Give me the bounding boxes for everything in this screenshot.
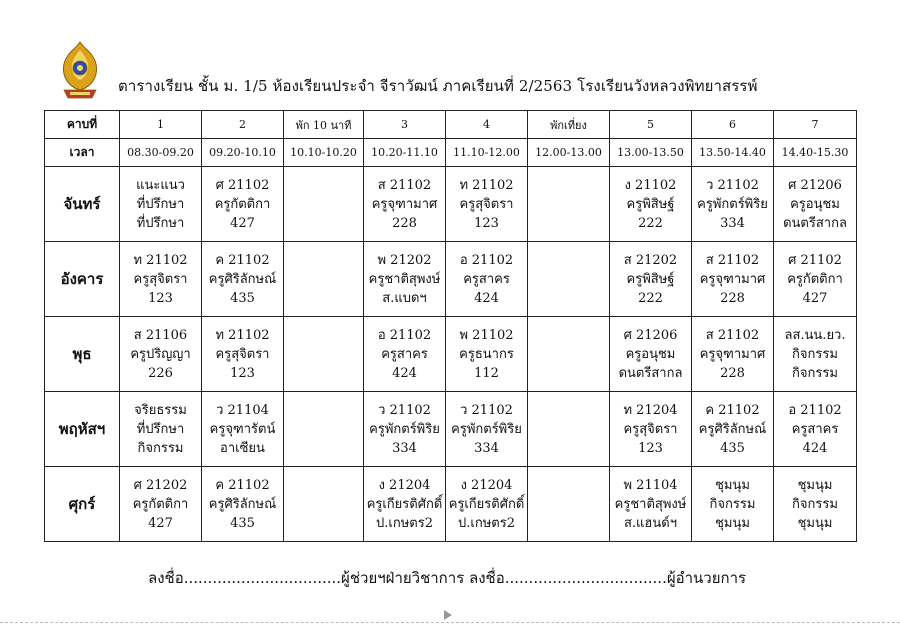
time-header: 12.00-13.00 (528, 139, 610, 167)
class-cell (120, 242, 202, 317)
teacher-name: ครูสาคร (791, 421, 839, 437)
subject-code: ศ 21206 (788, 177, 842, 193)
subject-code: ส 21106 (133, 327, 188, 343)
time-header: 13.50-14.40 (692, 139, 774, 167)
time-row (45, 139, 857, 167)
class-cell (610, 242, 692, 317)
class-cell (692, 167, 774, 242)
time-header: 10.10-10.20 (284, 139, 364, 167)
subject-code: แนะแนว (136, 177, 185, 193)
room-number: 334 (392, 440, 417, 456)
teacher-name: ครูพิสิษฐ์ (626, 196, 675, 212)
teacher-name: ครูจุฑามาศ (699, 346, 766, 362)
class-cell (364, 167, 446, 242)
teacher-name: ครูปริญญา (130, 346, 191, 362)
room-number: ชุมนุม (797, 515, 833, 531)
day-row (45, 392, 857, 467)
teacher-name: ครูชาติสุพงษ์ (614, 496, 687, 512)
page-title: ตารางเรียน ชั้น ม. 1/5 ห้องเรียนประจำ จีราวัฒน์ ภาคเรียนที่ 2/2563 โรงเรียนวังหลวงพิทยาสรรพ์ (118, 77, 758, 95)
subject-code: ท 21102 (133, 252, 188, 268)
room-number: 427 (230, 215, 255, 231)
class-cell (610, 317, 692, 392)
day-name: ศุกร์ (45, 467, 120, 542)
time-header: 14.40-15.30 (774, 139, 857, 167)
day-name: พุธ (45, 317, 120, 392)
teacher-name: ครูพักตร์พิริย (451, 421, 522, 437)
class-cell (202, 167, 284, 242)
subject-code: ง 21204 (460, 477, 513, 493)
subject-code: อ 21102 (788, 402, 842, 418)
subject-code: ค 21102 (215, 477, 270, 493)
day-name: จันทร์ (45, 167, 120, 242)
day-row (45, 242, 857, 317)
room-number: 112 (474, 365, 499, 381)
day-row (45, 317, 857, 392)
teacher-name: ครูศิริลักษณ์ (208, 271, 277, 287)
class-cell (692, 467, 774, 542)
teacher-name: ครูสุจิตรา (623, 421, 678, 437)
teacher-name: ครูจุฑามาศ (699, 271, 766, 287)
break-cell (528, 467, 610, 542)
subject-code: ง 21102 (624, 177, 677, 193)
time-header: 11.10-12.00 (446, 139, 528, 167)
period-header: 1 (120, 111, 202, 139)
subject-code: ชุมนุม (797, 477, 833, 493)
room-number: 222 (638, 215, 663, 231)
teacher-name: ครูสุจิตรา (459, 196, 514, 212)
subject-code: ค 21102 (705, 402, 760, 418)
class-cell (120, 467, 202, 542)
teacher-name: ครูศิริลักษณ์ (208, 496, 277, 512)
subject-code: ลส.นน.ยว. (784, 327, 846, 343)
subject-code: ง 21204 (378, 477, 431, 493)
subject-code: พ 21202 (377, 252, 432, 268)
day-row (45, 467, 857, 542)
room-number: 222 (638, 290, 663, 306)
class-cell (446, 467, 528, 542)
teacher-name: ครูจุฑารัตน์ (209, 421, 276, 437)
class-cell (446, 392, 528, 467)
teacher-name: ครูจุฑามาศ (371, 196, 438, 212)
period-header: 6 (692, 111, 774, 139)
teacher-name: ครูอนุชม (790, 196, 840, 212)
class-cell (446, 317, 528, 392)
room-number: 334 (474, 440, 499, 456)
class-cell (202, 242, 284, 317)
teacher-name: ครูพิสิษฐ์ (626, 271, 675, 287)
break-cell (284, 467, 364, 542)
class-cell (120, 317, 202, 392)
subject-code: ว 21102 (706, 177, 759, 193)
subject-code: ท 21204 (623, 402, 678, 418)
class-cell (364, 317, 446, 392)
subject-code: ท 21102 (459, 177, 514, 193)
teacher-name: กิจกรรม (792, 346, 838, 362)
teacher-name: กิจกรรม (709, 496, 756, 512)
break-cell (528, 392, 610, 467)
teacher-name: ครูสาคร (381, 346, 428, 362)
subject-code: ชุมนุม (715, 477, 750, 493)
room-number: อาเซียน (220, 440, 265, 456)
class-cell (692, 317, 774, 392)
class-cell (692, 242, 774, 317)
room-number: ที่ปรึกษา (136, 215, 185, 231)
subject-code: ศ 21206 (623, 327, 678, 343)
period-header: พัก 10 นาที (284, 111, 364, 139)
class-cell (692, 392, 774, 467)
school-emblem-icon (58, 40, 102, 102)
room-number: 228 (720, 365, 745, 381)
break-cell (284, 167, 364, 242)
subject-code: อ 21102 (377, 327, 432, 343)
period-header: 5 (610, 111, 692, 139)
room-number: กิจกรรม (792, 365, 838, 381)
class-cell (364, 467, 446, 542)
class-cell (202, 317, 284, 392)
teacher-name: ครูชาติสุพงษ์ (368, 271, 441, 287)
room-number: 424 (474, 290, 499, 306)
class-cell (774, 392, 857, 467)
room-number: ดนตรีสากล (783, 215, 847, 231)
break-cell (528, 167, 610, 242)
room-number: 123 (638, 440, 663, 456)
room-number: 334 (720, 215, 745, 231)
room-number: ส.แบดฯ (382, 290, 427, 306)
break-cell (528, 317, 610, 392)
teacher-name: ครูเกียรติศักดิ์ (448, 496, 525, 512)
subject-code: ศ 21202 (133, 477, 188, 493)
time-header: 13.00-13.50 (610, 139, 692, 167)
class-cell (774, 317, 857, 392)
break-cell (528, 242, 610, 317)
class-cell (364, 242, 446, 317)
subject-code: ส 21102 (705, 252, 760, 268)
room-number: ป.เกษตร2 (376, 515, 433, 531)
day-name: พฤหัสฯ (45, 392, 120, 467)
class-cell (120, 392, 202, 467)
teacher-name: ครูกัตติกา (132, 496, 189, 512)
room-number: ส.แฮนด์ฯ (623, 515, 677, 531)
teacher-name: ครูเกียรติศักดิ์ (366, 496, 443, 512)
teacher-name: ครูสุจิตรา (133, 271, 188, 287)
period-label: คาบที่ (45, 111, 120, 139)
teacher-name: ที่ปรึกษา (136, 196, 185, 212)
day-row (45, 167, 857, 242)
subject-code: พ 21102 (459, 327, 514, 343)
teacher-name: ครูกัตติกา (787, 271, 843, 287)
subject-code: พ 21104 (623, 477, 678, 493)
teacher-name: ครูสาคร (463, 271, 510, 287)
teacher-name: ที่ปรึกษา (136, 421, 185, 437)
room-number: 123 (230, 365, 255, 381)
class-cell (610, 392, 692, 467)
room-number: 435 (720, 440, 745, 456)
time-header: 08.30-09.20 (120, 139, 202, 167)
room-number: 228 (720, 290, 745, 306)
class-cell (202, 392, 284, 467)
period-header: 2 (202, 111, 284, 139)
class-cell (120, 167, 202, 242)
subject-code: ค 21102 (215, 252, 270, 268)
play-icon[interactable] (444, 610, 452, 620)
room-number: 424 (392, 365, 417, 381)
room-number: ดนตรีสากล (618, 365, 683, 381)
teacher-name: ครูธนากร (459, 346, 514, 362)
room-number: 123 (148, 290, 173, 306)
teacher-name: ครูพักตร์พิริย (369, 421, 440, 437)
room-number: 435 (230, 290, 255, 306)
subject-code: ส 21102 (705, 327, 760, 343)
room-number: ป.เกษตร2 (458, 515, 515, 531)
subject-code: ท 21102 (215, 327, 270, 343)
class-cell (446, 167, 528, 242)
period-header: พักเที่ยง (528, 111, 610, 139)
period-header: 7 (774, 111, 857, 139)
subject-code: ว 21102 (460, 402, 513, 418)
class-cell (610, 467, 692, 542)
class-cell (202, 467, 284, 542)
subject-code: จริยธรรม (134, 402, 187, 418)
period-header: 4 (446, 111, 528, 139)
signature-line: ลงชื่อ.................................ผู้ช่วยฯฝ่ายวิชาการ ลงชื่อ..................................ผู้อำนวยการ (148, 569, 747, 587)
class-cell (364, 392, 446, 467)
room-number: 226 (148, 365, 173, 381)
time-label: เวลา (45, 139, 120, 167)
teacher-name: ครูพักตร์พิริย (697, 196, 768, 212)
class-cell (446, 242, 528, 317)
period-header: 3 (364, 111, 446, 139)
subject-code: ว 21102 (378, 402, 431, 418)
room-number: 228 (392, 215, 417, 231)
room-number: กิจกรรม (137, 440, 184, 456)
time-header: 10.20-11.10 (364, 139, 446, 167)
subject-code: ส 21202 (623, 252, 678, 268)
subject-code: ศ 21102 (788, 252, 842, 268)
timetable (44, 110, 857, 542)
teacher-name: ครูอนุชม (625, 346, 676, 362)
class-cell (610, 167, 692, 242)
break-cell (284, 317, 364, 392)
room-number: 123 (474, 215, 499, 231)
room-number: 427 (148, 515, 173, 531)
break-cell (284, 242, 364, 317)
teacher-name: กิจกรรม (792, 496, 838, 512)
teacher-name: ครูศิริลักษณ์ (698, 421, 767, 437)
teacher-name: ครูกัตติกา (214, 196, 271, 212)
subject-code: ส 21102 (377, 177, 432, 193)
class-cell (774, 167, 857, 242)
class-cell (774, 467, 857, 542)
subject-code: ว 21104 (216, 402, 269, 418)
subject-code: ศ 21102 (215, 177, 270, 193)
time-header: 09.20-10.10 (202, 139, 284, 167)
room-number: ชุมนุม (715, 515, 750, 531)
room-number: 427 (802, 290, 828, 306)
teacher-name: ครูสุจิตรา (215, 346, 270, 362)
page-divider (0, 622, 900, 623)
period-row (45, 111, 857, 139)
room-number: 424 (802, 440, 828, 456)
class-cell (774, 242, 857, 317)
break-cell (284, 392, 364, 467)
day-name: อังคาร (45, 242, 120, 317)
room-number: 435 (230, 515, 255, 531)
subject-code: อ 21102 (459, 252, 514, 268)
